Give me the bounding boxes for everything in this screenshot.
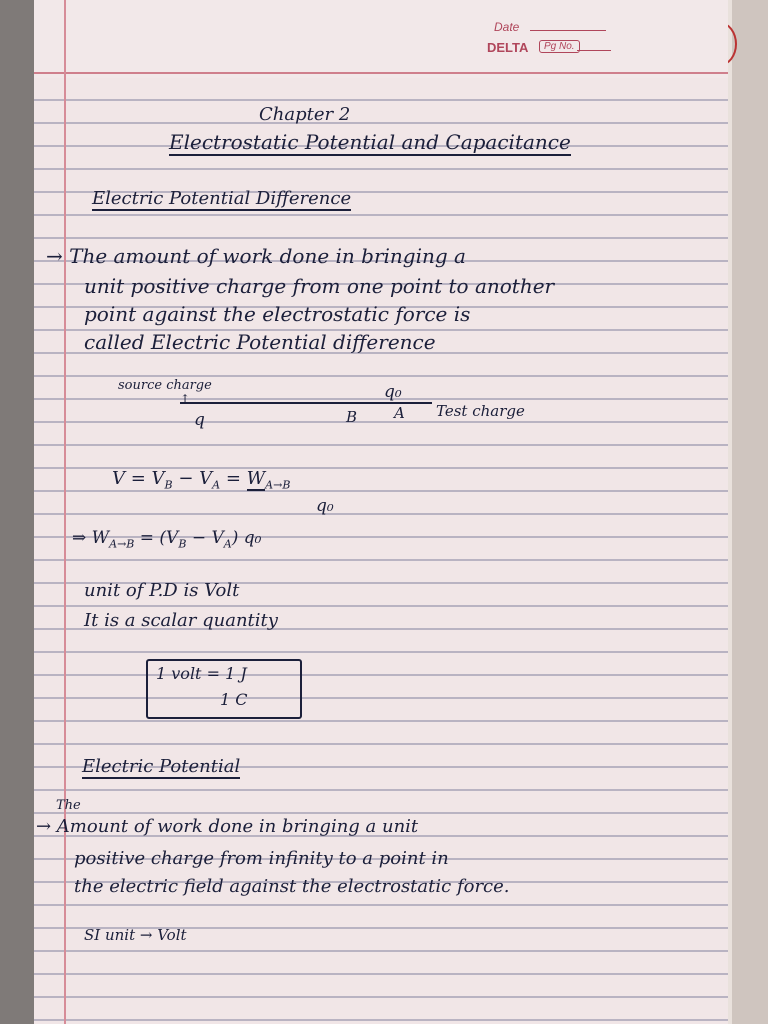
page-header: [34, 0, 728, 78]
point-a-label: A: [394, 404, 405, 422]
eq-text: − V: [186, 528, 224, 548]
eq-text: − V: [172, 468, 213, 489]
text-line: → Amount of work done in bringing a unit: [36, 816, 419, 837]
test-charge-label: Test charge: [436, 402, 525, 420]
test-charge-symbol: q₀: [384, 382, 402, 402]
date-underline: [530, 30, 606, 31]
text-line: point against the electrostatic force is: [84, 302, 471, 326]
text-line: unit positive charge from one point to another: [84, 274, 555, 298]
point-b-label: B: [346, 408, 358, 426]
equation-potential-difference: [112, 468, 290, 492]
margin-line: [64, 0, 66, 1024]
eq-denominator: q₀: [316, 496, 334, 516]
header-rule: [34, 72, 728, 74]
eq-text: ) q₀: [231, 528, 262, 548]
source-charge-symbol: q: [194, 410, 205, 430]
si-unit-line: SI unit → Volt: [84, 926, 187, 944]
eq-text: ⇒ W: [72, 528, 110, 548]
brand-label: DELTA: [487, 40, 529, 55]
text-line: positive charge from infinity to a point in: [74, 848, 449, 869]
page-underline: [577, 50, 611, 51]
the-insert: The: [56, 798, 81, 813]
section-heading: Electric Potential: [82, 756, 241, 777]
eq-text: V = V: [112, 468, 165, 489]
eq-text: =: [220, 468, 247, 489]
eq-text: = (V: [134, 528, 179, 548]
chapter-title: Chapter 2: [259, 104, 351, 125]
source-charge-label: source charge: [118, 378, 212, 393]
eq-sub: A: [212, 478, 221, 492]
eq-sub: B: [178, 537, 187, 551]
text-line: the electric field against the electrostatic force.: [74, 876, 510, 897]
unit-line: unit of P.D is Volt: [84, 580, 240, 601]
eq-text: W: [246, 468, 266, 489]
box-numerator: 1 volt = 1 J: [156, 664, 247, 683]
section-heading: Electric Potential Difference: [92, 188, 352, 209]
right-page-edge: [728, 0, 768, 1024]
arrow-icon: ↑: [180, 392, 191, 406]
text-line: called Electric Potential difference: [84, 330, 436, 354]
scalar-line: It is a scalar quantity: [84, 610, 278, 631]
eq-sub: A: [223, 537, 232, 551]
equation-work: [72, 528, 261, 550]
date-label: Date: [494, 20, 520, 34]
box-denominator: 1 C: [220, 690, 248, 709]
eq-sub: A→B: [109, 537, 135, 551]
notebook-page: [34, 0, 728, 1024]
page-number-label: Pg No.: [539, 40, 580, 53]
eq-sub: A→B: [265, 478, 291, 492]
eq-sub: B: [164, 478, 173, 492]
page-title: Electrostatic Potential and Capacitance: [169, 130, 571, 154]
text-line: → The amount of work done in bringing a: [46, 244, 466, 268]
